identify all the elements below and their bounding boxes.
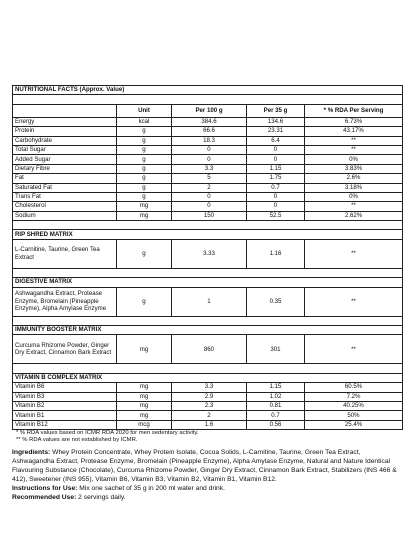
value-per-100g: 1.6 [172, 420, 247, 429]
nutrient-name: Ashwagandha Extract, Protease Enzyme, Bromelain (Pineapple Enzyme), Alpha Amylase Enzyme [13, 287, 117, 316]
nutrient-unit: mg [117, 335, 172, 364]
nutrient-row [13, 164, 403, 173]
nutrient-name: Vitamin B3 [13, 392, 117, 401]
rda-percent: 43.17% [305, 127, 403, 136]
value-per-100g: 3.3 [172, 383, 247, 392]
rda-percent: 7.2% [305, 392, 403, 401]
nutrient-unit: g [117, 183, 172, 192]
value-per-35g: 1.16 [247, 239, 305, 268]
value-per-35g: 0.56 [247, 420, 305, 429]
value-per-35g: 0.81 [247, 401, 305, 410]
nutrient-unit: g [117, 192, 172, 201]
digestive-row [13, 287, 403, 316]
rda-percent: 0% [305, 192, 403, 201]
vitamin-row [13, 411, 403, 420]
value-per-100g: 0 [172, 202, 247, 211]
value-per-100g: 2 [172, 411, 247, 420]
value-per-100g: 0 [172, 145, 247, 154]
nutrient-unit: mcg [117, 420, 172, 429]
nutrient-name: L-Carnitine, Taurine, Green Tea Extract [13, 239, 117, 268]
nutrient-unit: mg [117, 401, 172, 410]
vitamin-row [13, 420, 403, 429]
nutrient-row [13, 155, 403, 164]
rda-percent: 6.73% [305, 117, 403, 126]
value-per-100g: 0 [172, 155, 247, 164]
vitamin-row [13, 401, 403, 410]
nutrition-table [12, 85, 403, 430]
column-header-unit: Unit [117, 104, 172, 117]
value-per-35g: 0 [247, 202, 305, 211]
rda-percent: 40.25% [305, 401, 403, 410]
value-per-100g: 2.9 [172, 392, 247, 401]
value-per-100g: 0 [172, 192, 247, 201]
nutrient-unit: mg [117, 392, 172, 401]
nutrient-name: Vitamin B12 [13, 420, 117, 429]
nutrient-unit: mg [117, 211, 172, 220]
nutrient-unit: g [117, 287, 172, 316]
dosage-text: 2 servings daily. [76, 494, 126, 502]
nutrient-name: Carbohydrate [13, 136, 117, 145]
footnote-rda-basis: * % RDA values based on ICMR RDA 2020 for men sedentary activity. [16, 430, 199, 437]
rda-percent: 3.18% [305, 183, 403, 192]
nutrient-row [13, 136, 403, 145]
ingredients-text: Whey Protein Concentrate, Whey Protein Isolate, Cocoa Solids, L-Carnitine, Taurine, Green Tea Extract, Ashwagandha Extract, Protease Enzyme, Bromelain (Pineapple Enzyme), Alpha Amylase Enzyme, Natural and Nature Identical Flavouring Substance (Chocolate), Curcuma Rhizome Powder, Ginger Dry Extract, Cinnamon Bark Extract, Stabilizers (INS 466 & 412), Sweetener (INS 955), Vitamin B6, Vitamin B3, Vitamin B2, Vitamin B1, Vitamin B12. [12, 448, 397, 483]
rda-percent: ** [305, 136, 403, 145]
value-per-35g: 1.15 [247, 383, 305, 392]
column-header-per35: Per 35 g [247, 104, 305, 117]
table-title: NUTRITIONAL FACTS (Approx. Value) [13, 86, 403, 95]
dosage-label: Recommended Use: [12, 494, 77, 502]
nutrient-unit: g [117, 127, 172, 136]
value-per-100g: 5 [172, 174, 247, 183]
value-per-35g: 1.75 [247, 174, 305, 183]
section-heading-immunity: IMMUNITY BOOSTER MATRIX [13, 326, 403, 335]
rda-percent: 2.62% [305, 211, 403, 220]
nutrient-row [13, 211, 403, 220]
value-per-100g: 2.3 [172, 401, 247, 410]
nutrient-name: Cholesterol [13, 202, 117, 211]
rda-percent: 0% [305, 155, 403, 164]
value-per-100g: 150 [172, 211, 247, 220]
nutrient-unit: g [117, 164, 172, 173]
nutrient-name: Vitamin B6 [13, 383, 117, 392]
section-heading-rip-shred: RIP SHRED MATRIX [13, 230, 403, 239]
nutrient-unit: g [117, 239, 172, 268]
vitamin-row [13, 383, 403, 392]
value-per-100g: 3.33 [172, 239, 247, 268]
footnotes [12, 430, 402, 444]
value-per-100g: 66.6 [172, 127, 247, 136]
value-per-100g: 384.6 [172, 117, 247, 126]
nutrient-name: Curcuma Rhizome Powder, Ginger Dry Extract, Cinnamon Bark Extract [13, 335, 117, 364]
value-per-100g: 3.3 [172, 164, 247, 173]
nutrient-name: Dietary Fibre [13, 164, 117, 173]
value-per-35g: 134.6 [247, 117, 305, 126]
value-per-35g: 0 [247, 155, 305, 164]
ingredients-label: Ingredients: [12, 448, 51, 456]
nutrient-name: Saturated Fat [13, 183, 117, 192]
value-per-35g: 1.15 [247, 164, 305, 173]
nutrient-unit: g [117, 136, 172, 145]
column-header-row [13, 104, 403, 117]
value-per-35g: 1.02 [247, 392, 305, 401]
rda-percent: 25.4% [305, 420, 403, 429]
rda-percent: ** [305, 287, 403, 316]
instructions-text: Mix one sachet of 35 g in 200 ml water and drink. [77, 484, 225, 492]
ingredients-paragraph [12, 448, 402, 503]
value-per-100g: 860 [172, 335, 247, 364]
value-per-35g: 0 [247, 145, 305, 154]
rda-percent: 50% [305, 411, 403, 420]
rip-shred-row [13, 239, 403, 268]
nutrient-unit: kcal [117, 117, 172, 126]
rda-percent: ** [305, 145, 403, 154]
nutrient-name: Energy [13, 117, 117, 126]
nutrient-name: Vitamin B2 [13, 401, 117, 410]
value-per-35g: 23.31 [247, 127, 305, 136]
value-per-100g: 18.3 [172, 136, 247, 145]
footnote-rda-not-established: ** % RDA values are not established by ICMR. [16, 437, 138, 444]
nutrient-row [13, 192, 403, 201]
value-per-35g: 0.35 [247, 287, 305, 316]
rda-percent: 60.5% [305, 383, 403, 392]
rda-percent: ** [305, 239, 403, 268]
value-per-35g: 6.4 [247, 136, 305, 145]
nutrient-name: Protein [13, 127, 117, 136]
rda-percent: ** [305, 202, 403, 211]
value-per-35g: 0.7 [247, 411, 305, 420]
nutrient-row [13, 117, 403, 126]
nutrient-row [13, 174, 403, 183]
nutrient-unit: mg [117, 383, 172, 392]
value-per-100g: 1 [172, 287, 247, 316]
value-per-35g: 0 [247, 192, 305, 201]
nutrient-name: Fat [13, 174, 117, 183]
nutrient-unit: mg [117, 202, 172, 211]
nutrient-row [13, 183, 403, 192]
column-header-per100: Per 100 g [172, 104, 247, 117]
nutrient-row [13, 202, 403, 211]
rda-percent: ** [305, 335, 403, 364]
value-per-35g: 0.7 [247, 183, 305, 192]
nutrient-name: Total Sugar [13, 145, 117, 154]
vitamin-row [13, 392, 403, 401]
nutrient-unit: g [117, 145, 172, 154]
column-header-name [13, 104, 117, 117]
nutrient-name: Vitamin B1 [13, 411, 117, 420]
nutrient-row [13, 127, 403, 136]
section-heading-vitamin-b: VITAMIN B COMPLEX MATRIX [13, 373, 403, 382]
nutrition-label [12, 85, 402, 502]
value-per-35g: 301 [247, 335, 305, 364]
nutrient-unit: mg [117, 411, 172, 420]
nutrient-name: Trans Fat [13, 192, 117, 201]
value-per-100g: 2 [172, 183, 247, 192]
nutrient-unit: g [117, 155, 172, 164]
column-header-rda: * % RDA Per Serving [305, 104, 403, 117]
rda-percent: 3.83% [305, 164, 403, 173]
immunity-row [13, 335, 403, 364]
nutrient-row [13, 145, 403, 154]
section-heading-digestive: DIGESTIVE MATRIX [13, 278, 403, 287]
nutrient-unit: g [117, 174, 172, 183]
value-per-35g: 52.5 [247, 211, 305, 220]
nutrient-name: Sodium [13, 211, 117, 220]
instructions-label: Instructions for Use: [12, 484, 78, 492]
nutrient-name: Added Sugar [13, 155, 117, 164]
rda-percent: 2.6% [305, 174, 403, 183]
